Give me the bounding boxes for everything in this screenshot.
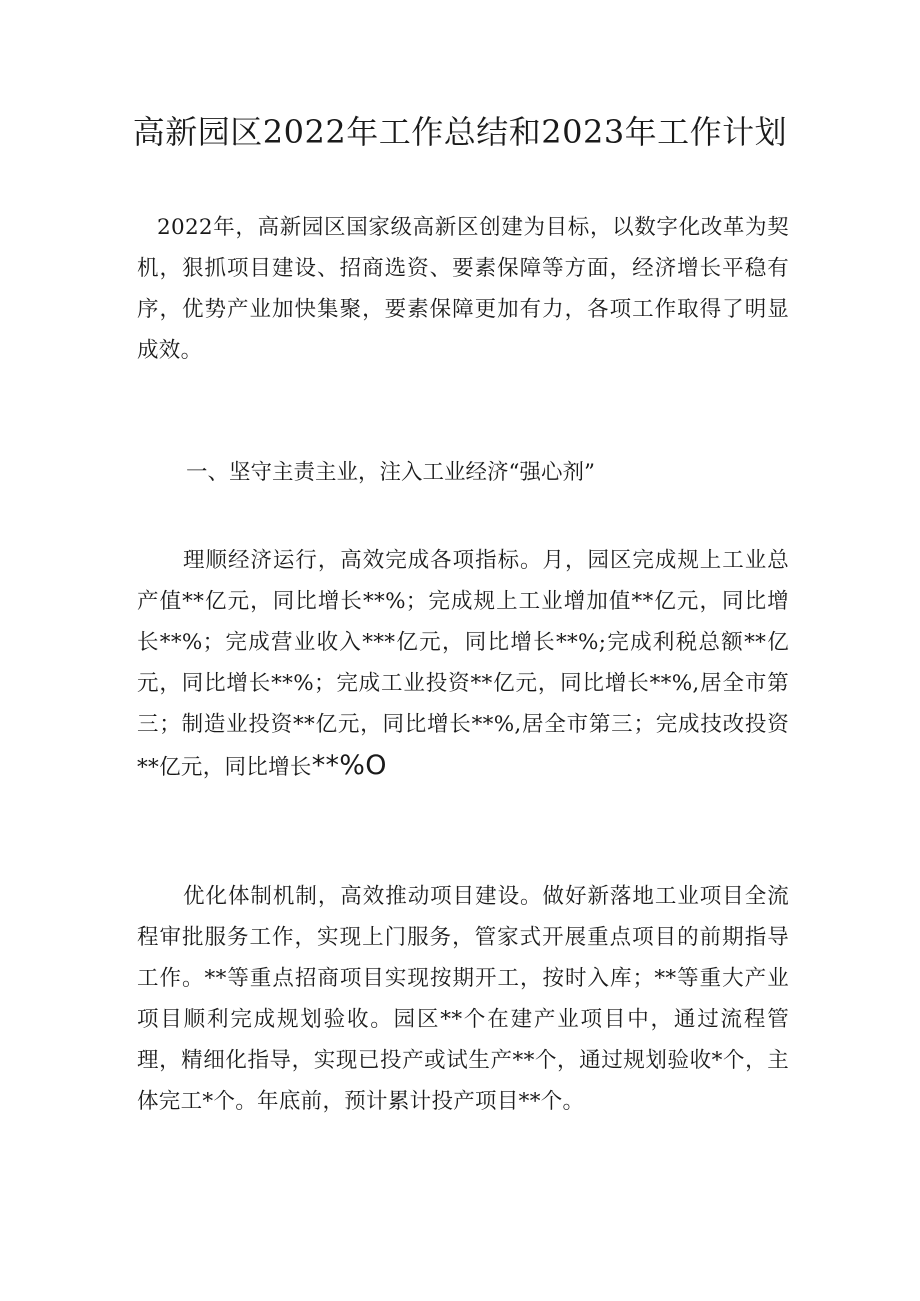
document-title: 高新园区2022年工作总结和2023年工作计划 bbox=[132, 113, 788, 151]
intro-paragraph: 2022年，高新园区国家级高新区创建为目标，以数字化改革为契机，狠抓项目建设、招商选资、要素保障等方面，经济增长平稳有序，优势产业加快集聚，要素保障更加有力，各项工作取得了明显成效。 bbox=[137, 215, 789, 363]
paragraph-project-construction: 优化体制机制，高效推动项目建设。做好新落地工业项目全流程审批服务工作，实现上门服务，管家式开展重点项目的前期指导工作。**等重点招商项目实现按期开工，按时入库；**等重大产业项目顺利完成规划验收。园区**个在建产业项目中，通过流程管理，精细化指导，实现已投产或试生产**个，通过规划验收*个，主体完工*个。年底前，预计累计投产项目**个。 bbox=[137, 884, 789, 1114]
paragraph-economic-indicators-body: 理顺经济运行，高效完成各项指标。月，园区完成规上工业总产值**亿元，同比增长**%；完成规上工业增加值**亿元，同比增长**%；完成营业收入***亿元，同比增长**%;完成利税总额**亿元，同比增长**%；完成工业投资**亿元，同比增长**%,居全市第三；制造业投资**亿元，同比增长**%,居全市第三；完成技改投资**亿元，同比增长 bbox=[137, 548, 789, 780]
paragraph-economic-indicators bbox=[137, 540, 789, 788]
section-heading-1: 一、坚守主责主业，注入工业经济“强心剂” bbox=[186, 460, 595, 485]
paragraph-economic-indicators-tail: **%O bbox=[311, 750, 387, 781]
